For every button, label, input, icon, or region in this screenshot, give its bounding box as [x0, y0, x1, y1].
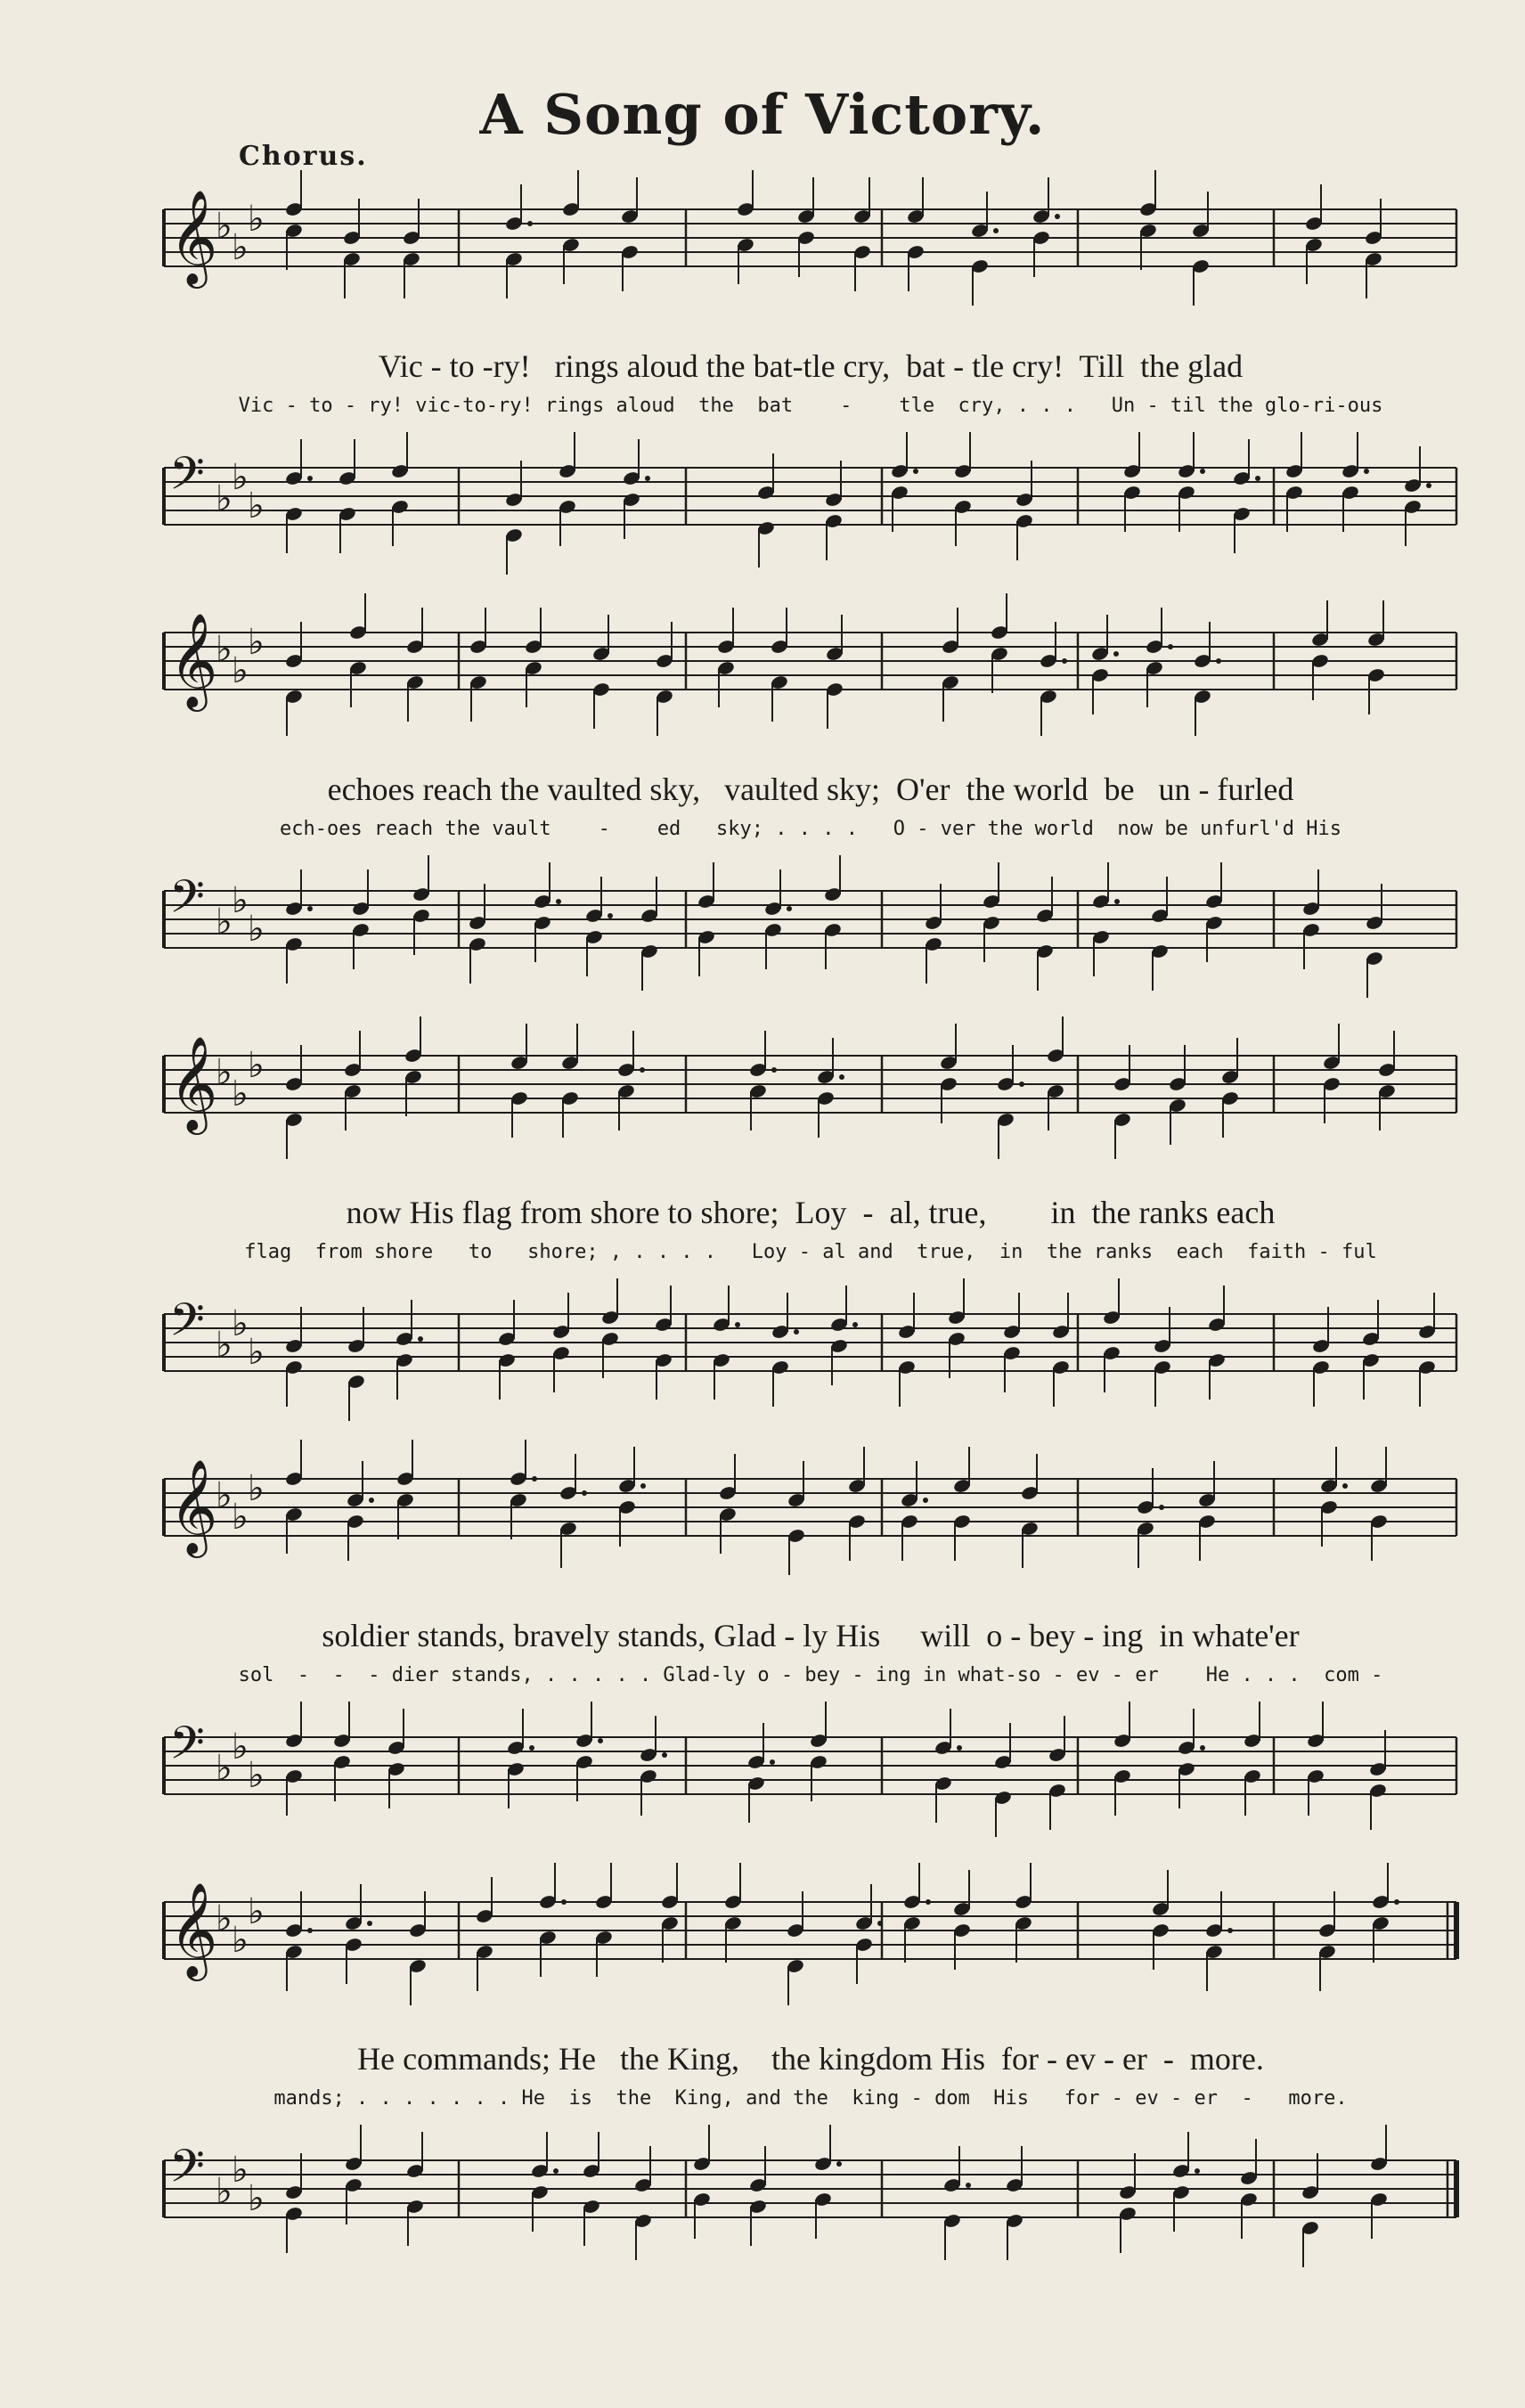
dot-mark	[367, 1921, 372, 1926]
dot-mark	[1200, 469, 1205, 474]
dot-mark	[532, 1476, 537, 1482]
dot-mark	[1062, 658, 1067, 664]
flat-icon: ♭	[216, 1475, 232, 1516]
lyric-line-main: soldier stands, bravely stands, Glad - ly His will o - bey - ing in whate'er	[322, 1618, 1300, 1653]
dot-mark	[553, 2168, 559, 2174]
dot-mark	[1055, 214, 1060, 219]
treble-clef-icon: 𝄞	[169, 1882, 218, 1977]
flat-icon: ♭	[248, 1891, 265, 1932]
dot-mark	[1114, 899, 1120, 904]
flat-icon: ♭	[248, 622, 265, 663]
dot-mark	[1255, 476, 1260, 481]
flat-icon: ♭	[216, 2171, 232, 2212]
dot-mark	[993, 228, 999, 233]
dot-mark	[1227, 1928, 1233, 1933]
flat-icon: ♭	[248, 2178, 265, 2219]
flat-icon: ♭	[232, 880, 249, 921]
dot-mark	[418, 1336, 423, 1342]
dot-mark	[598, 1738, 603, 1743]
dot-mark	[735, 1322, 740, 1327]
dot-mark	[770, 1759, 775, 1765]
bass-staff	[160, 2134, 1461, 2249]
treble-staff	[160, 1452, 1461, 1568]
bass-clef-icon: 𝄢	[169, 446, 205, 511]
flat-icon: ♭	[248, 199, 265, 240]
treble-clef-icon: 𝄞	[169, 189, 218, 284]
dot-mark	[307, 906, 313, 911]
flat-icon: ♭	[232, 1073, 249, 1114]
flat-icon: ♭	[232, 457, 249, 498]
flat-icon: ♭	[232, 1920, 249, 1961]
flat-icon: ♭	[248, 486, 265, 526]
lyric-line-alt: mands; . . . . . . . He is the King, and the king - dom His for - ev - er - more.	[273, 2087, 1348, 2110]
dot-mark	[852, 1322, 858, 1327]
dot-mark	[1113, 651, 1119, 657]
dot-mark	[1394, 1899, 1399, 1905]
dot-mark	[307, 1928, 313, 1933]
dot-mark	[1195, 2168, 1200, 2174]
treble-staff	[160, 1029, 1461, 1145]
dot-mark	[839, 1074, 844, 1080]
dot-mark	[307, 476, 313, 481]
dot-mark	[527, 221, 533, 226]
flat-icon: ♭	[232, 1726, 249, 1767]
flat-icon: ♭	[248, 909, 265, 950]
dot-mark	[561, 1899, 567, 1905]
dot-mark	[1200, 1745, 1205, 1751]
dot-mark	[787, 906, 792, 911]
dot-mark	[913, 469, 918, 474]
dot-mark	[957, 1745, 962, 1751]
dot-mark	[1342, 1483, 1348, 1489]
dot-mark	[529, 1745, 534, 1751]
flat-icon: ♭	[232, 1497, 249, 1538]
bass-staff	[160, 1287, 1461, 1403]
lyric-line-main: Vic - to -ry! rings aloud the bat-tle cry, bat - tle cry! Till the glad	[378, 348, 1244, 384]
flat-icon: ♭	[232, 1303, 249, 1344]
section-label: Chorus.	[239, 141, 368, 172]
flat-icon: ♭	[216, 902, 232, 943]
flat-icon: ♭	[216, 1325, 232, 1366]
dot-mark	[926, 1899, 931, 1905]
dot-mark	[1168, 644, 1173, 649]
lyric-line-alt: sol - - - dier stands, . . . . . Glad-ly o - bey - ing in what-so - ev - er He . . . com -	[238, 1664, 1383, 1686]
treble-staff	[160, 183, 1461, 298]
dot-mark	[582, 1490, 587, 1496]
song-title: A Song of Victory.	[479, 82, 1046, 147]
dot-mark	[1159, 1505, 1164, 1510]
flat-icon: ♭	[232, 227, 249, 268]
treble-clef-icon: 𝄞	[169, 1035, 218, 1131]
dot-mark	[645, 476, 650, 481]
lyric-line-main: He commands; He the King, the kingdom His for - ev - er - more.	[357, 2041, 1264, 2077]
flat-icon: ♭	[232, 2150, 249, 2191]
treble-staff	[160, 1875, 1461, 1991]
dot-mark	[369, 1498, 374, 1503]
flat-icon: ♭	[248, 1468, 265, 1509]
dot-mark	[640, 1067, 645, 1073]
flat-icon: ♭	[216, 206, 232, 247]
dot-mark	[608, 913, 613, 918]
dot-mark	[1364, 469, 1369, 474]
bass-clef-icon: 𝄢	[169, 869, 205, 935]
lyric-line-alt: ech-oes reach the vault - ed sky; . . . . O - ver the world now be unfurl'd His	[279, 818, 1342, 840]
flat-icon: ♭	[216, 478, 232, 519]
bass-clef-icon: 𝄢	[169, 1716, 205, 1781]
treble-staff	[160, 606, 1461, 722]
dot-mark	[1019, 1082, 1024, 1087]
treble-clef-icon: 𝄞	[169, 1458, 218, 1554]
dot-mark	[923, 1498, 928, 1503]
dot-mark	[794, 1329, 799, 1335]
flat-icon: ♭	[248, 1332, 265, 1373]
dot-mark	[1216, 658, 1221, 664]
treble-clef-icon: 𝄞	[169, 612, 218, 707]
lyric-line-alt: Vic - to - ry! vic-to-ry! rings aloud the bat - tle cry, . . . Un - til the glo-ri-ous	[238, 395, 1383, 417]
bass-clef-icon: 𝄢	[169, 2139, 205, 2204]
lyric-line-main: echoes reach the vaulted sky, vaulted sky; O'er the world be un - furled	[327, 771, 1294, 807]
dot-mark	[771, 1067, 777, 1073]
flat-icon: ♭	[216, 1748, 232, 1789]
dot-mark	[640, 1483, 646, 1489]
dot-mark	[662, 1752, 667, 1758]
bass-staff	[160, 864, 1461, 980]
dot-mark	[966, 2183, 971, 2188]
dot-mark	[556, 899, 561, 904]
dot-mark	[836, 2161, 842, 2167]
dot-mark	[1426, 483, 1431, 488]
flat-icon: ♭	[216, 1052, 232, 1093]
flat-icon: ♭	[216, 629, 232, 670]
dot-mark	[877, 1921, 883, 1926]
bass-staff	[160, 441, 1461, 557]
flat-icon: ♭	[248, 1755, 265, 1796]
flat-icon: ♭	[232, 650, 249, 691]
lyric-line-main: now His flag from shore to shore; Loy - al, true, in the ranks each	[346, 1195, 1276, 1230]
flat-icon: ♭	[216, 1898, 232, 1939]
flat-icon: ♭	[248, 1045, 265, 1086]
lyric-line-alt: flag from shore to shore; , . . . . Loy - al and true, in the ranks each faith - ful	[244, 1241, 1377, 1263]
bass-clef-icon: 𝄢	[169, 1293, 205, 1358]
bass-staff	[160, 1710, 1461, 1826]
